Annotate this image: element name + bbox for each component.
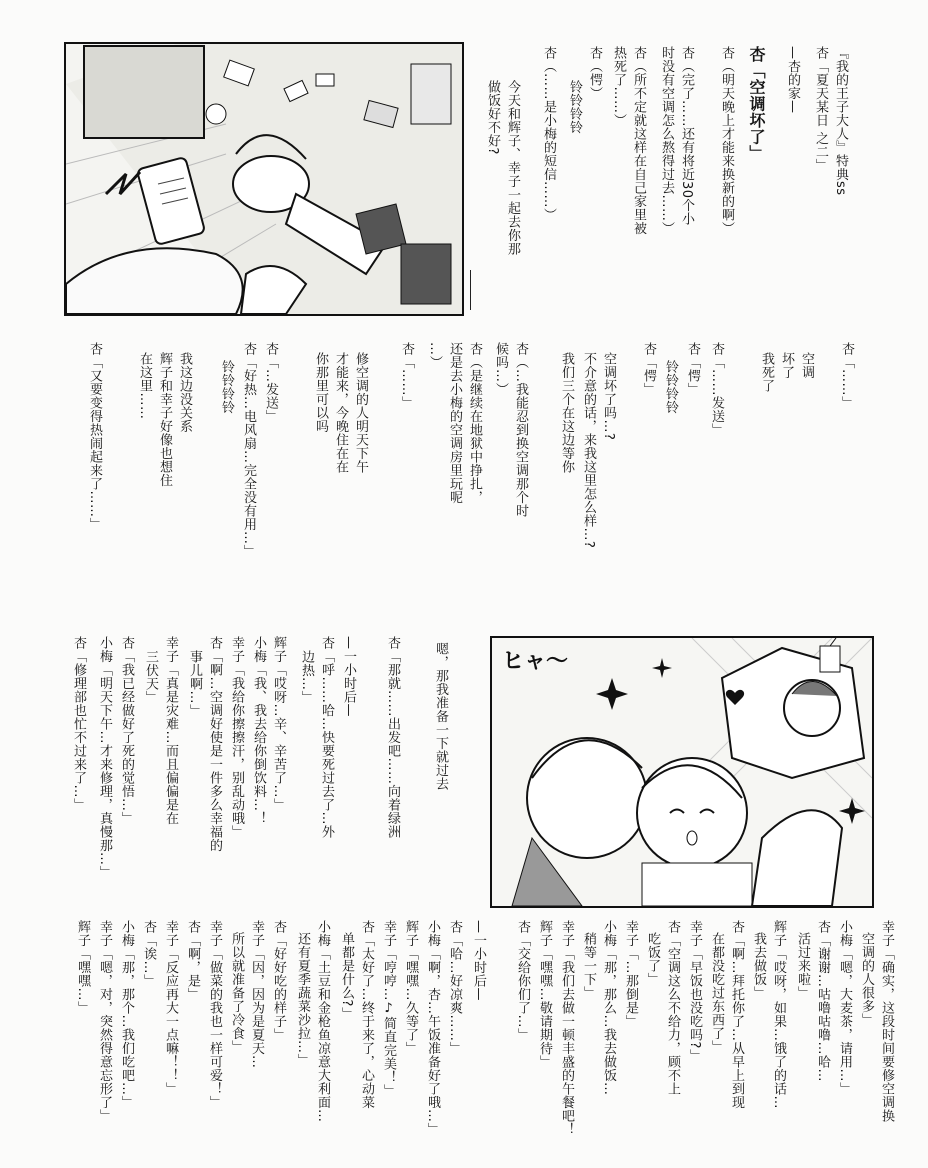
br-line-31: 杏「啊，是」: [185, 920, 200, 1001]
mid-line-15: 杏「……」: [399, 342, 414, 410]
mid-line-10: 杏（…我能忍到换空调那个时: [513, 342, 528, 518]
top-line-6: 杏（所不定就这样在自己家里被: [631, 46, 646, 235]
br-line-4: 活过来啦」: [795, 932, 810, 1000]
br-line-3: 杏「谢谢…咕噜咕噜…哈…: [815, 920, 830, 1082]
bl-line-7: 幸子「我给你擦擦汗，别乱动哦」: [229, 636, 244, 839]
mid-line-0b: 杏「愕」: [641, 342, 656, 396]
top-line-7: 热死了……）: [611, 46, 626, 127]
mid-line-23: 辉子和幸子好像也想住: [157, 352, 172, 487]
br-line-8: 在都没吃过东西了」: [709, 932, 724, 1054]
panel-artwork: [66, 44, 462, 314]
br-line-5: 辉子「哎呀，如果…饿了的话…: [771, 920, 786, 1109]
br-line-30: 幸子「做菜的我也一样可爱！」: [207, 920, 222, 1109]
top-line-11: 今天和辉子、幸子一起去你那: [505, 80, 520, 256]
br-line-27: 杏「好好吃的样子」: [271, 920, 286, 1042]
br-line-17: 杏「交给你们了…」: [515, 920, 530, 1042]
mid-line-20: 杏「好热…电风扇…完全没有用…」: [241, 342, 256, 558]
br-line-11: 吃饭了」: [645, 932, 660, 986]
br-line-35: 幸子「嗯，对，突然得意忘形了」: [97, 920, 112, 1123]
br-line-13: 小梅「那，那么…我去做饭…: [601, 920, 616, 1096]
top-line-2: 杏「空调坏了」: [747, 46, 766, 162]
top-line-1: —杏的家—: [785, 46, 800, 114]
br-line-0: 幸子「确实，这段时间要修空调换: [879, 920, 894, 1123]
bl-line-5: 辉子「哎呀…辛、辛苦了…」: [271, 636, 286, 812]
manga-panel-cooling-down: [490, 636, 874, 908]
mid-line-5: 杏「愕」: [685, 342, 700, 396]
bl-line-9: 事儿啊…」: [187, 650, 202, 718]
mid-line-24: 在这里……: [137, 352, 152, 420]
bl-line-12: 杏「我已经做好了死的觉悟…」: [119, 636, 134, 825]
mid-line-4: 杏「……发送」: [709, 342, 724, 437]
mid-line-21: 铃铃铃铃: [219, 360, 234, 414]
br-line-20: 小梅「啊，杏…午饭准备好了哦…」: [425, 920, 440, 1136]
bl-line-6: 小梅「我、我去给你倒饮料…！: [251, 636, 266, 825]
mid-line-2: 坏了: [779, 352, 794, 379]
br-line-16: 辉子「嘿嘿…敬请期待」: [537, 920, 552, 1069]
br-line-25: 小梅「土豆和金枪鱼凉意大利面…: [315, 920, 330, 1123]
mid-line-18: 你那里可以吗: [313, 352, 328, 433]
mid-line-19: 杏「…发送」: [263, 342, 278, 423]
top-line-9: 铃铃铃铃: [567, 80, 582, 134]
top-line-0: 杏「夏天某日 之二」: [813, 46, 828, 173]
manga-panel-apartment: [64, 42, 464, 316]
bl-line-1: 杏「那就……出发吧……向着绿洲: [385, 636, 400, 839]
top-line-10: 杏（……是小梅的短信……）: [541, 46, 556, 222]
mid-line-14: …）: [427, 342, 442, 369]
mid-line-22: 我这边没关系: [177, 352, 192, 433]
br-line-32: 幸子「反应再大一点嘛！！」: [163, 920, 178, 1096]
mid-line-3: 我死了: [759, 352, 774, 393]
bl-line-0: 嗯，那我准备一下就过去: [433, 642, 448, 791]
br-line-1: 空调的人很多」: [859, 932, 874, 1027]
mid-line-1: 空调: [799, 352, 814, 379]
bl-line-4: 边热…」: [299, 650, 314, 704]
mid-line-7: 空调坏了吗…?: [601, 352, 616, 441]
bl-line-8: 杏「啊…空调好使是一件多么幸福的: [207, 636, 222, 852]
mid-line-11: 候吗…）: [493, 342, 508, 396]
br-line-29: 所以就准备了冷食」: [229, 932, 244, 1054]
mid-line-6: 铃铃铃铃: [663, 360, 678, 414]
bl-line-14: 杏「修理部也忙不过来了…」: [71, 636, 86, 812]
bl-line-13: 小梅「明天下午…才来修理，真慢那…」: [97, 636, 112, 879]
br-line-12: 幸子「…那倒是」: [623, 920, 638, 1028]
br-line-2: 小梅「嗯，大麦茶，请用…」: [837, 920, 852, 1096]
br-line-34: 小梅「那，那个…我们吃吧…」: [119, 920, 134, 1109]
top-line-5: 时没有空调怎么熬得过去……）: [659, 46, 674, 235]
top-line-12: 做饭好不好?: [485, 80, 500, 155]
br-line-19: 杏「哈…好凉爽……」: [447, 920, 462, 1055]
mid-line-9: 我们三个在这边等你: [559, 352, 574, 474]
mid-line-25: 杏「又要变得热闹起来了……」: [87, 342, 102, 531]
br-line-22: 幸子「哼哼…♪简直完美！」: [381, 920, 396, 1098]
br-line-15: 幸子「我们去做一顿丰盛的午餐吧！: [559, 920, 574, 1136]
bl-line-2: —一小时后—: [341, 636, 356, 717]
title-line: 『我的王子大人』特典ss: [833, 46, 848, 196]
panel-artwork-2: [492, 638, 872, 906]
mid-line-0: 杏「……」: [839, 342, 854, 410]
br-line-9: 幸子「早饭也没吃吗?」: [687, 920, 702, 1063]
sfx-text: ヒャ〜: [502, 649, 569, 674]
mid-line-8: 不介意的话，来我这里怎么样…?: [581, 352, 596, 549]
br-line-7: 杏「啊…拜托你了…从早上到现: [729, 920, 744, 1109]
br-line-24: 单都是什么?」: [339, 932, 354, 1021]
br-line-28: 幸子「因，因为是夏天…: [249, 920, 264, 1069]
br-line-33: 杏「诶…」: [141, 920, 156, 988]
mid-line-13: 还是去小梅的空调房里玩呢: [447, 342, 462, 504]
br-line-6: 我去做饭」: [751, 932, 766, 1000]
br-line-21: 辉子「嘿嘿…久等了」: [403, 920, 418, 1055]
top-line-8: 杏（愕）: [587, 46, 602, 100]
mid-line-17: 才能来，今晚住在在: [333, 352, 348, 474]
mid-line-12: 杏（是继续在地狱中挣扎，: [467, 342, 482, 504]
divider-line: [470, 270, 471, 310]
br-line-14: 稍等一下」: [581, 932, 596, 1000]
br-line-10: 杏「空调这么不给力，顾不上: [665, 920, 680, 1096]
top-line-4: 杏（完了……还有将近30个小: [679, 46, 694, 226]
mid-line-16: 修空调的人明天下午: [353, 352, 368, 474]
top-line-3: 杏（明天晚上才能来换新的啊）: [719, 46, 734, 235]
bl-line-3: 杏「呼……哈…快要死过去了…外: [319, 636, 334, 839]
br-line-36: 辉子「嘿嘿…」: [75, 920, 90, 1015]
bl-line-11: 三伏天」: [143, 650, 158, 704]
br-line-18: —一小时后—: [471, 920, 486, 1001]
br-line-23: 杏「太好了…终于来了，心动菜: [359, 920, 374, 1109]
br-line-26: 还有夏季蔬菜沙拉…」: [295, 932, 310, 1067]
bl-line-10: 幸子「真是灾难…而且偏偏是在: [163, 636, 178, 825]
